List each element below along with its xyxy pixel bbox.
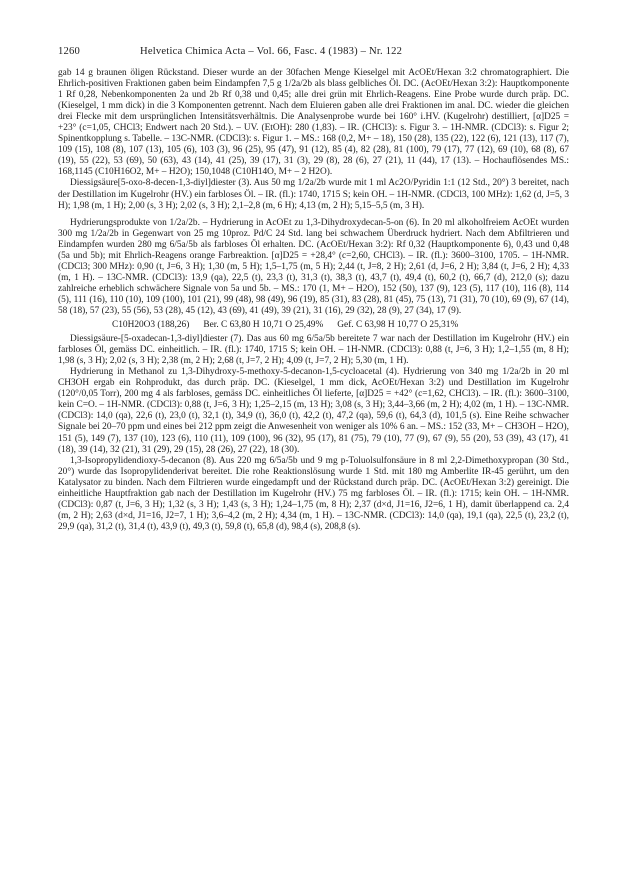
paragraph-hydrierung-acoet: Hydrierungsprodukte von 1/2a/2b. – Hydrierung in AcOEt zu 1,3-Dihydroxydecan-5-on (6). In 20 ml alkoholfreiem AcOEt wurden 300 mg 1/2a/2b in Gegenwart von 25 mg 10proz. Pd/C 24 Std. lang bei schwachem Überdruck hydriert. Nach dem Abfiltrieren und Eindampfen wurden 280 mg 6/5a/5b als farbloses Öl erhalten. DC. (AcOEt/Hexan 3:2): Rf 0,32 (Hauptkomponente 6), 0,43 und 0,48 (5a und 5b); mit Ehrlich-Reagens orange Farbreaktion. [α]D25 = +28,4° (c=2,60, CHCl3). – IR. (fl.): 3600–3100, 1705. – 1H-NMR. (CDCl3; 300 MHz): 0,90 (t, J=6, 3 H); 1,30 (m, 5 H); 1,5–1,75 (m, 5 H); 2,44 (t, J=8, 2 H); 2,61 (d, J=6, 2 H); 3,84 (t, J=6, 2 H); 4,33 (m, 1 H). – 13C-NMR. (CDCl3): 13,9 (qa), 22,5 (t), 23,3 (t), 31,3 (t), 38,3 (t), 43,7 (t), 49,4 (t), 60,2 (t), 66,7 (d), 212,0 (s); dazu zahlreiche erheblich schwächere Signale von 5a und 5b. – MS.: 170 (1, M+ – H2O), 152 (50), 137 (9), 123 (5), 117 (10), 116 (8), 114 (5), 111 (16), 110 (10), 109 (100), 101 (21), 99 (48), 98 (49), 96 (19), 85 (31), 83 (28), 81 (45), 75 (13), 71 (31), 70 (10), 69 (9), 67 (14), 58 (18), 57 (23), 55 (56), 53 (28), 45 (12), 43 (69), 41 (49), 39 (21), 31 (16), 29 (32), 28 (9), 27 (34), 17 (9).	[58, 217, 569, 316]
paragraph-diester-3: Diessigsäure[5-oxo-8-decen-1,3-diyl]diester (3). Aus 50 mg 1/2a/2b wurde mit 1 ml Ac2O/Pyridin 1:1 (12 Std., 20°) 3 bereitet, nach der Destillation im Kugelrohr (HV.) ein farbloses Öl. – IR. (fl.): 1740, 1715 S; kein OH. – 1H-NMR. (CDCl3, 100 MHz): 1,62 (d, J=5, 3 H); 1,98 (m, 1 H); 2,00 (s, 3 H); 2,02 (s, 3 H); 2,1–2,8 (m, 6 H); 4,13 (m, 2 H); 5,15–5,5 (m, 3 H).	[58, 178, 569, 211]
paragraph-diester-7: Diessigsäure-[5-oxadecan-1,3-diyl]diester (7). Das aus 60 mg 6/5a/5b bereitete 7 war nach der Destillation im Kugelrohr (HV.) ein farbloses Öl, gemäss DC. einheitlich. – IR. (fl.): 1740, 1715 S; kein OH. – 1H-NMR. (CDCl3): 0,88 (t, J=6, 3 H); 1,2–1,55 (m, 8 H); 1,98 (s, 3 H); 2,02 (s, 3 H); 2,38 (m, 2 H); 2,68 (t, J=7, 2 H); 4,09 (t, J=7, 2 H); 5,30 (m, 1 H).	[58, 334, 569, 367]
analysis-found: Gef. C 63,98 H 10,77 O 25,31%	[337, 320, 459, 331]
running-header	[58, 46, 569, 57]
elemental-analysis	[58, 320, 569, 331]
journal-reference: Helvetica Chimica Acta – Vol. 66, Fasc. 4 (1983) – Nr. 122	[140, 46, 403, 57]
paragraph-isopropyliden-8: 1,3-Isopropylidendioxy-5-decanon (8). Aus 220 mg 6/5a/5b und 9 mg p-Toluolsulfonsäure in 8 ml 2,2-Dimethoxypropan (30 Std., 20°) wurde das Isopropylidenderivat bereitet. Die rohe Reaktionslösung wurde 1 Std. mit 180 mg Amberlite IR-45 gerührt, um den Katalysator zu binden. Nach dem Filtrieren wurde eingedampft und der Rückstand durch präp. DC. (AcOEt/Hexan 3:2) gereinigt. Die einheitliche Hauptfraktion gab nach der Destillation im Kugelrohr (HV.) 75 mg farbloses Öl. – IR. (fl.): 1715; kein OH. – 1H-NMR. (CDCl3): 0,87 (t, J=6, 3 H); 1,32 (s, 3 H); 1,43 (s, 3 H); 1,24–1,75 (m, 8 H); 2,37 (d×d, J1=16, J2=6, 1 H), damit überlappend ca. 2,4 (m, 2 H); 2,63 (d×d, J1=16, J2=7, 1 H); 3,6–4,2 (m, 2 H); 4,34 (m, 1 H). – 13C-NMR. (CDCl3): 14,0 (qa), 19,1 (qa), 22,5 (t), 23,2 (t), 29,9 (qa), 31,2 (t), 31,4 (t), 43,9 (t), 49,3 (t), 59,8 (t), 65,8 (d), 98,4 (s), 208,8 (s).	[58, 455, 569, 532]
paragraph-chromatography: gab 14 g braunen öligen Rückstand. Dieser wurde an der 30fachen Menge Kieselgel mit AcOEt/Hexan 3:2 chromatographiert. Die Ehrlich-positiven Fraktionen gaben beim Eindampfen 7,5 g 1/2a/2b als blass gelbliches Öl. DC. (AcOEt/Hexan 3:2): Hauptkomponente 1 Rf 0,28, Nebenkomponenten 2a und 2b Rf 0,38 und 0,45; alle drei grün mit Ehrlich-Reagens. Eine Probe wurde durch präp. DC. (Kieselgel, 1 mm dick) in die 3 Komponenten getrennt. Nach dem Eluieren gaben alle drei Fraktionen im anal. DC. wieder die gleichen drei Flecke mit dem ursprünglichen Intensitätsverhältnis. Die Analysenprobe wurde bei 160° i.HV. (Kugelrohr) destilliert, [α]D25 = +23° (c=1,05, CHCl3; Endwert nach 20 Std.). – UV. (EtOH): 280 (1,83). – IR. (CHCl3): s. Figur 3. – 1H-NMR. (CDCl3): s. Figur 2; Spinentkopplung s. Tabelle. – 13C-NMR. (CDCl3): s. Figur 1. – MS.: 168 (0,2, M+ – 18), 150 (28), 135 (22), 122 (6), 121 (13), 117 (7), 109 (15), 108 (8), 107 (13), 105 (6), 103 (3), 96 (25), 95 (47), 91 (12), 85 (4), 82 (28), 81 (100), 79 (17), 77 (12), 69 (10), 68 (8), 67 (19), 55 (22), 53 (69), 50 (63), 43 (14), 41 (25), 39 (17), 31 (3), 29 (8), 28 (6), 27 (21), 11 (44), 17 (13). – Hochauflösendes MS.: 168,1145 (C10H16O2, M+ – H2O); 150,1048 (C10H14O, M+ – 2 H2O).	[58, 68, 569, 178]
paragraph-hydrierung-methanol: Hydrierung in Methanol zu 1,3-Dihydroxy-5-methoxy-5-decanon-1,5-cycloacetal (4). Hydrierung von 340 mg 1/2a/2b in 20 ml CH3OH ergab ein Rohprodukt, das durch präp. DC. (Kieselgel, 1 mm dick, AcOEt/Hexan 3:2) und Destillation im Kugelrohr (120°/0,05 Torr), 200 mg 4 als farbloses, gemäss DC. einheitliches Öl lieferte, [α]D25 = +42° (c=1,62, CHCl3). – IR. (fl.): 3600–3100, kein C=O. – 1H-NMR. (CDCl3): 0,88 (t, J=6, 3 H); 1,25–2,15 (m, 13 H); 3,08 (s, 3 H); 3,44–3,66 (m, 2 H); 4,02 (m, 1 H). – 13C-NMR. (CDCl3): 14,0 (qa), 22,6 (t), 23,0 (t), 32,1 (t), 34,9 (t), 36,0 (t), 42,2 (t), 47,2 (qa), 59,6 (t), 64,3 (d), 101,5 (s). Eine Reihe schwacher Signale bei 20–70 ppm und eines bei 212 ppm zeigt die Anwesenheit von weniger als 10% 6 an. – MS.: 152 (33, M+ – CH3OH – H2O), 151 (5), 149 (7), 137 (10), 123 (6), 110 (11), 109 (100), 96 (32), 95 (17), 81 (75), 79 (10), 77 (9), 67 (9), 55 (20), 53 (39), 43 (17), 41 (18), 39 (14), 32 (21), 31 (29), 29 (15), 28 (26), 27 (22), 18 (30).	[58, 367, 569, 455]
article-body	[58, 68, 569, 533]
analysis-calculated: Ber. C 63,80 H 10,71 O 25,49%	[203, 320, 324, 331]
page-number: 1260	[58, 46, 80, 57]
analysis-formula: C10H20O3 (188,26)	[112, 320, 190, 331]
